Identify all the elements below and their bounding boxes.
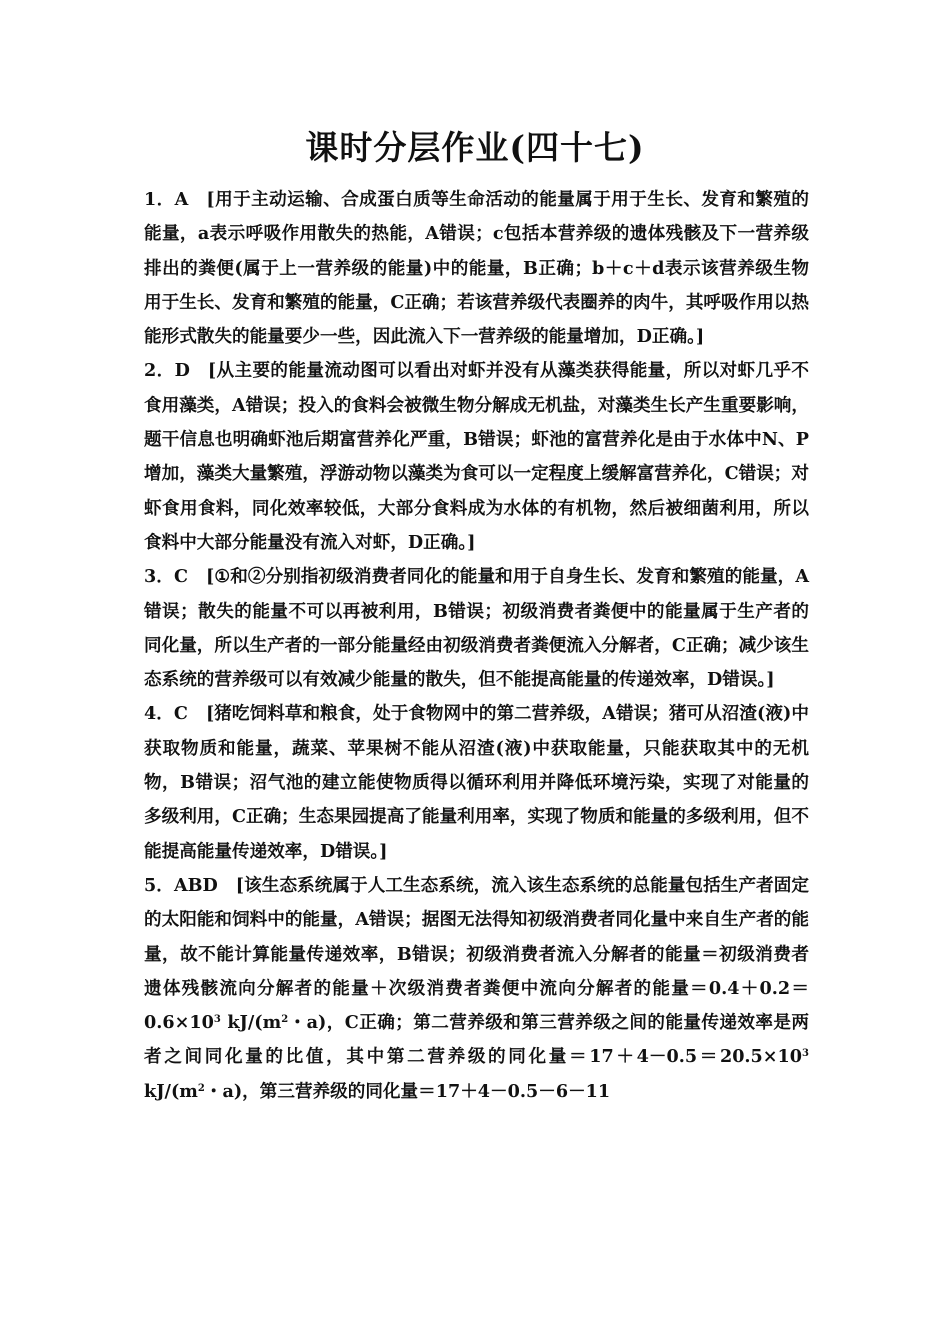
answer-item-4: [144, 697, 809, 868]
superscript: 3: [213, 1014, 221, 1026]
superscript: 2: [281, 1014, 289, 1026]
answer-item-1: [144, 183, 809, 354]
answer-item-5: [144, 869, 809, 1109]
answer-explanation: [用于主动运输、合成蛋白质等生命活动的能量属于用于生长、发育和繁殖的能量，a表示呼吸作用散失的热能，A错误；c包括本营养级的遗体残骸及下一营养级排出的粪便(属于上一营养级的能量)中的能量，B正确；b＋c＋d表示该营养级生物用于生长、发育和繁殖的能量，C正确；若该营养级代表圈养的肉牛，其呼吸作用以热能形式散失的能量要少一些，因此流入下一营养级的能量增加，D正确。]: [144, 189, 809, 348]
answer-number: 2．: [144, 360, 175, 382]
superscript: 2: [197, 1082, 205, 1094]
answer-explanation-part: [该生态系统属于人工生态系统，流入该生态系统的总能量包括生产者固定的太阳能和饲料中的能量，A错误；据图无法得知初级消费者同化量中来自生产者的能量，故不能计算能量传递效率，B错误；初级消费者流入分解者的能量＝初级消费者遗体残骸流向分解者的能量＋次级消费者粪便中流向分解者的能量＝0.4＋0.2＝0.6×10: [144, 874, 810, 1034]
answer-explanation: [①和②分别指初级消费者同化的能量和用于自身生长、发育和繁殖的能量，A错误；散失的能量不可以再被利用，B错误；初级消费者粪便中的能量属于生产者的同化量，所以生产者的一部分能量经由初级消费者粪便流入分解者，C正确；减少该生态系统的营养级可以有效减少能量的散失，但不能提高能量的传递效率，D错误。]: [144, 566, 809, 691]
answer-number: 5．: [144, 874, 174, 896]
answer-explanation: [猪吃饲料草和粮食，处于食物网中的第二营养级，A错误；猪可从沼渣(液)中获取物质和能量，蔬菜、苹果树不能从沼渣(液)中获取能量，只能获取其中的无机物，B错误；沼气池的建立能使物质得以循环利用并降低环境污染，实现了对能量的多级利用，C正确；生态果园提高了能量利用率，实现了物质和能量的多级利用，但不能提高能量传递效率，D错误。]: [144, 703, 809, 862]
answer-choice: C: [173, 566, 188, 588]
answer-explanation: [从主要的能量流动图可以看出对虾并没有从藻类获得能量，所以对虾几乎不食用藻类，A错误；投入的食料会被微生物分解成无机盐，对藻类生长产生重要影响，题干信息也明确虾池后期富营养化严重，B错误；虾池的富营养化是由于水体中N、P增加，藻类大量繁殖，浮游动物以藻类为食可以一定程度上缓解富营养化，C错误；对虾食用食料，同化效率较低，大部分食料成为水体的有机物，然后被细菌利用，所以食料中大部分能量没有流入对虾，D正确。]: [144, 360, 809, 553]
answer-number: 4．: [144, 703, 174, 725]
answer-item-3: [144, 560, 809, 697]
answer-item-2: [144, 354, 809, 560]
answer-explanation-part: kJ/(m: [144, 1080, 198, 1102]
page-title: 课时分层作业(四十七): [305, 128, 645, 167]
answer-number: 1．: [144, 189, 175, 210]
answer-explanation-part: ・a)，第三营养级的同化量＝17＋4－0.5－6－11: [204, 1080, 611, 1102]
answer-explanation-part: kJ/(m: [220, 1012, 282, 1034]
answer-choice: C: [173, 703, 188, 725]
superscript: 3: [802, 1048, 809, 1060]
answer-choice: A: [174, 189, 189, 210]
answer-explanation-part: ・a)，C正确；第二营养级和第三营养级之间的能量传递效率是两者之间同化量的比值，其中第二营养级的同化量＝17＋4－0.5＝20.5×10: [144, 1012, 809, 1068]
answer-number: 3．: [144, 566, 174, 588]
answer-content: [144, 183, 809, 1109]
answer-choice: ABD: [173, 874, 218, 896]
answer-choice: D: [174, 360, 190, 382]
